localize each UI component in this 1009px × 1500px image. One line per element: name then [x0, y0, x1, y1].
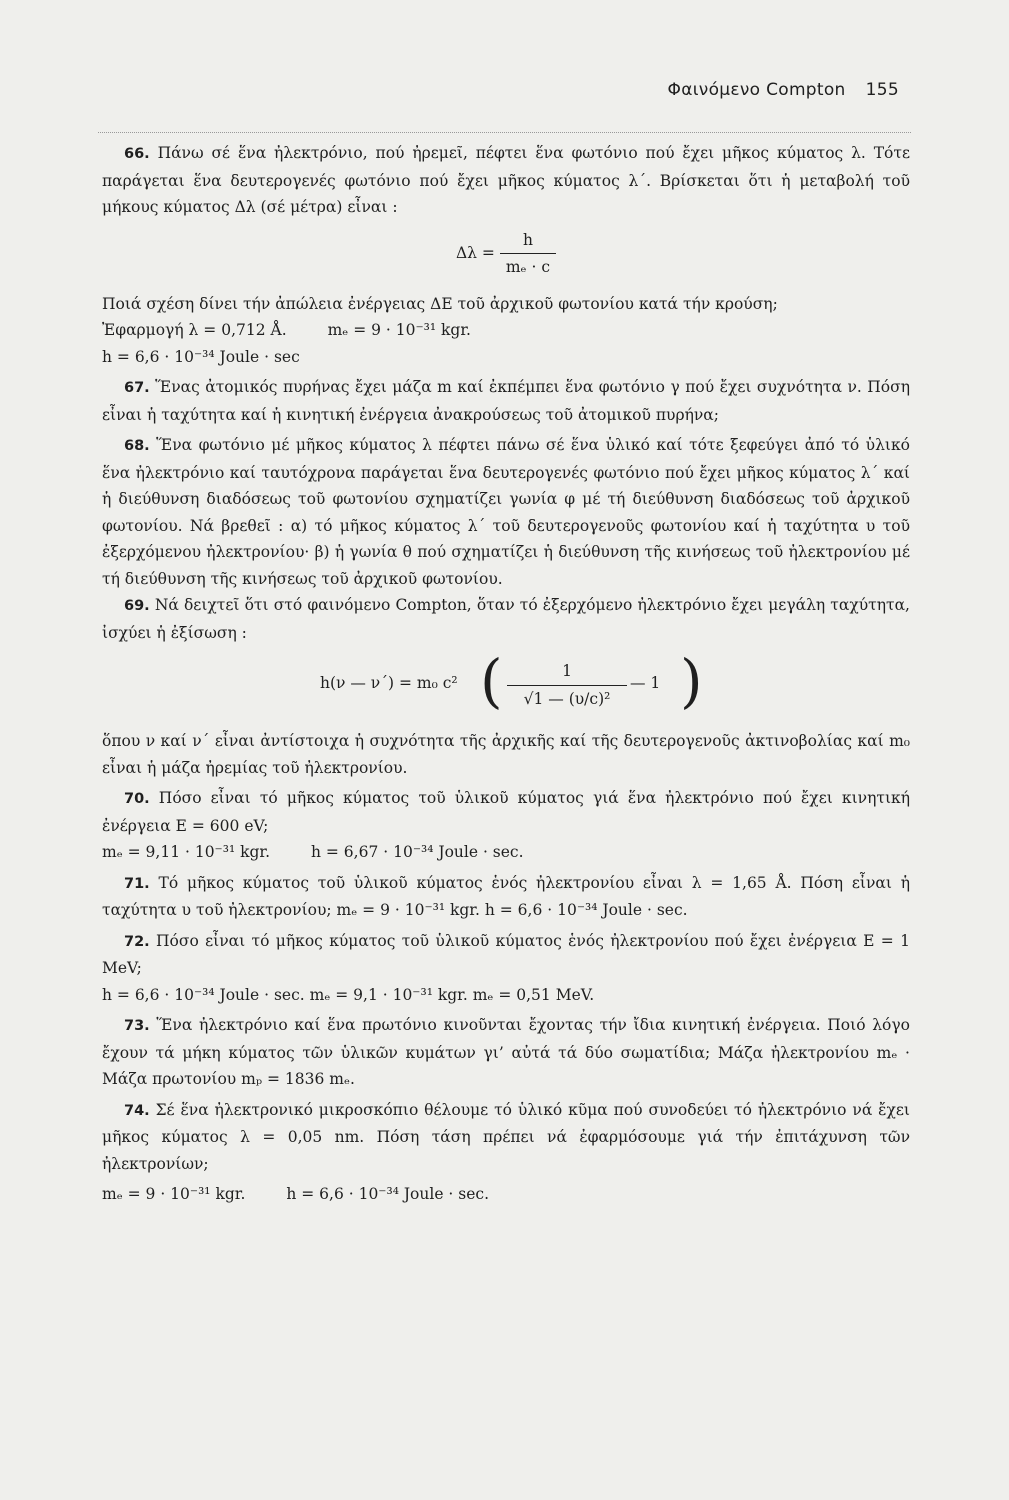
exercise-70 [102, 785, 910, 839]
exercise-66-planck: h = 6,6 · 10⁻³⁴ Joule · sec [102, 347, 300, 366]
exercise-number: 67. [124, 380, 150, 396]
exercise-69-explanation: ὅπου ν καί ν΄ εἶναι ἀντίστοιχα ἡ συχνότητα τῆς ἀρχικῆς καί τῆς δευτερογενοῦς ἀκτινοβολίας καί m₀ εἶναι ἡ μάζα ἠρεμίας τοῦ ἠλεκτρονίου. [102, 732, 910, 777]
application-lambda: Ἐφαρμογή λ = 0,712 Å. [102, 321, 287, 339]
exercise-72-data: h = 6,6 · 10⁻³⁴ Joule · sec. mₑ = 9,1 · 10⁻³¹ kgr. mₑ = 0,51 MeV. [102, 985, 595, 1004]
equation-numerator: 1 [562, 662, 572, 680]
formula-compton-relativistic [102, 647, 910, 715]
exercise-number: 70. [124, 791, 150, 807]
exercise-text: Πόσο εἶναι τό μῆκος κύματος τοῦ ὑλικοῦ κύματος γιά ἕνα ἠλεκτρόνιο πού ἔχει κινητική ἐνέργεια Ε = 600 eV; [102, 789, 910, 835]
exercise-text: Ἕνας ἀτομικός πυρήνας ἔχει μάζα m καί ἐκπέμπει ἕνα φωτόνιο γ πού ἔχει συχνότητα ν. Πόση εἶναι ἡ ταχύτητα καί ἡ κινητική ἐνέργεια ἀνακρούσεως τοῦ ἀτομικοῦ πυρήνα; [102, 378, 910, 424]
exercise-number: 68. [124, 438, 150, 454]
exercise-number: 72. [124, 933, 150, 950]
data-mass: mₑ = 9,11 · 10⁻³¹ kgr. [102, 843, 271, 861]
exercise-text: Ἕνα φωτόνιο μέ μῆκος κύματος λ πέφτει πάνω σέ ἕνα ὑλικό καί τότε ξεφεύγει ἀπό τό ὑλικό ἕνα ἠλεκτρόνιο καί ταυτόχρονα παράγεται ἕνα δευτερογενές φωτόνιο πού ἔχει μῆκος κύματος λ΄ καί ἡ διεύθυνση διαδόσεως τοῦ φωτονίου σχηματίζει γωνία φ μέ τή διεύθυνση διαδόσεως τοῦ ἀρχικοῦ φωτονίου. Νά βρεθεῖ : α) τό μῆκος κύματος λ΄ τοῦ δευτερογενοῦς φωτονίου καί ἡ ταχύτητα υ τοῦ ἐξερχόμενου ἠλεκτρονίου· β) ἡ γωνία θ πού σχηματίζει ἡ διεύθυνση τῆς κινήσεως τοῦ ἠλεκτρονίου μέ τή διεύθυνση τῆς κινήσεως τοῦ ἀρχικοῦ φωτονίου. [102, 436, 910, 588]
header-divider [98, 132, 911, 133]
exercise-66-application [102, 317, 910, 344]
formula-delta-lambda [102, 227, 910, 281]
exercise-68 [102, 432, 910, 592]
data-mass: mₑ = 9 · 10⁻³¹ kgr. [102, 1185, 246, 1203]
exercise-number: 69. [124, 598, 150, 614]
left-paren: ( [480, 647, 503, 715]
exercise-number: 73. [124, 1018, 150, 1034]
exercise-text: Πόσο εἶναι τό μῆκος κύματος τοῦ ὑλικοῦ κύματος ἑνός ἠλεκτρονίου πού ἔχει ἐνέργεια Ε = 1 MeV; [102, 931, 910, 977]
right-paren: ) [680, 647, 703, 715]
exercise-text: Σέ ἕνα ἠλεκτρονικό μικροσκόπιο θέλουμε τό ὑλικό κῦμα πού συνοδεύει τό ἠλεκτρόνιο νά ἔχει μῆκος κύματος λ = 0,05 nm. Πόση τάση πρέπει νά ἐφαρμόσουμε γιά τήν ἐπιτάχυνση τῶν ἠλεκτρονίων; [102, 1100, 910, 1173]
exercise-69 [102, 592, 910, 646]
exercise-66-question: Ποιά σχέση δίνει τήν ἀπώλεια ἐνέργειας ΔΕ τοῦ ἀρχικοῦ φωτονίου κατά τήν κρούση; [102, 294, 778, 313]
formula-denominator: mₑ · c [500, 253, 556, 281]
exercise-number: 66. [124, 146, 150, 162]
exercise-74-data [102, 1181, 910, 1208]
data-planck: h = 6,6 · 10⁻³⁴ Joule · sec. [286, 1185, 490, 1203]
data-planck: h = 6,67 · 10⁻³⁴ Joule · sec. [310, 843, 524, 861]
exercise-74 [102, 1097, 910, 1178]
exercise-67 [102, 374, 910, 428]
exercise-text: Τό μῆκος κύματος τοῦ ὑλικοῦ κύματος ἑνός ἠλεκτρονίου εἶναι λ = 1,65 Å. Πόση εἶναι ἡ ταχύτητα υ τοῦ ἠλεκτρονίου; mₑ = 9 · 10⁻³¹ kgr. h = 6,6 · 10⁻³⁴ Joule · sec. [102, 873, 911, 919]
exercise-number: 74. [124, 1102, 150, 1119]
exercise-list [102, 140, 910, 1208]
equation-tail: — 1 [630, 674, 661, 692]
application-mass: mₑ = 9 · 10⁻³¹ kgr. [327, 321, 471, 339]
exercise-73 [102, 1012, 910, 1093]
page-number: 155 [865, 80, 899, 100]
exercise-71 [102, 870, 910, 924]
exercise-text: Πάνω σέ ἕνα ἠλεκτρόνιο, πού ἠρεμεῖ, πέφτει ἕνα φωτόνιο πού ἔχει μῆκος κύματος λ. Τότε παράγεται ἕνα δευτερογενές φωτόνιο πού ἔχει μῆκος κύματος λ΄. Βρίσκεται ὅτι ἡ μεταβολή τοῦ μήκους κύματος Δλ (σέ μέτρα) εἶναι : [102, 144, 910, 216]
exercise-72 [102, 928, 910, 982]
formula-numerator: h [522, 230, 533, 249]
exercise-70-data [102, 839, 910, 866]
exercise-66 [102, 140, 910, 221]
formula-fraction [500, 227, 556, 281]
running-header [668, 80, 899, 100]
equation-fraction [507, 658, 627, 712]
exercise-text: Ἕνα ἠλεκτρόνιο καί ἕνα πρωτόνιο κινοῦνται ἔχοντας τήν ἴδια κινητική ἐνέργεια. Ποιό λόγο ἔχουν τά μήκη κύματος τῶν ὑλικῶν κυμάτων γι’ αὐτά τά δύο σωματίδια; Μάζα ἠλεκτρονίου mₑ · Μάζα πρωτονίου mₚ = 1836 mₑ. [102, 1016, 910, 1088]
exercise-number: 71. [124, 875, 150, 892]
chapter-title: Φαινόμενο Compton [667, 80, 846, 100]
equation-lhs: h(ν — ν΄) = m₀ c² [320, 674, 458, 692]
exercise-text: Νά δειχτεῖ ὅτι στό φαινόμενο Compton, ὅταν τό ἐξερχόμενο ἠλεκτρόνιο ἔχει μεγάλη ταχύτητα, ἰσχύει ἡ ἐξίσωση : [102, 596, 910, 642]
equation-denominator: √1 — (υ/c)² [507, 685, 627, 713]
formula-lhs: Δλ = [455, 243, 495, 262]
